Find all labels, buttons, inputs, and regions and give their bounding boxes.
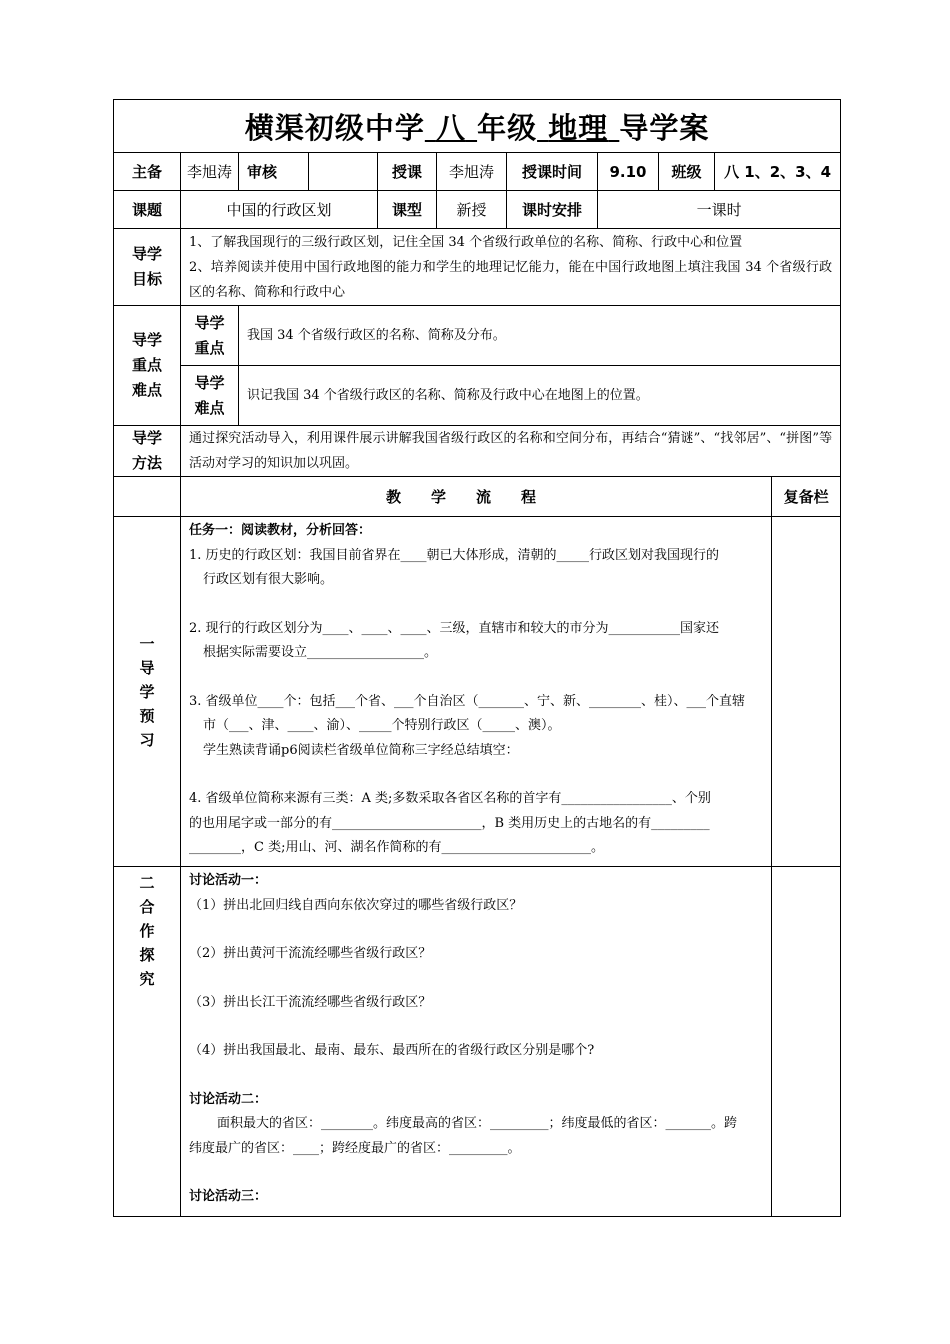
type-value: 新授 <box>437 191 507 229</box>
difficulty-text: 识记我国 34 个省级行政区的名称、简称及行政中心在地图上的位置。 <box>239 366 841 426</box>
title-grade-suffix: 年级 <box>477 110 538 145</box>
focus-label: 导学重点 <box>181 306 239 366</box>
section2-review <box>772 867 841 1217</box>
goals-text <box>181 229 841 306</box>
activity-1-q2: （2）拼出黄河干流流经哪些省级行政区？ <box>189 946 432 961</box>
goal-1: 1、了解我国现行的三级行政区划，记住全国 34 个省级行政单位的名称、简称、行政中心和位置 <box>189 234 743 250</box>
difficulty-label: 导学难点 <box>181 366 239 426</box>
method-text: 通过探究活动导入，利用课件展示讲解我国省级行政区的名称和空间分布，再结合“猜谜”、“找邻居”、“拼图”等活动对学习的知识加以巩固。 <box>181 426 841 477</box>
title-school: 横渠初级中学 <box>244 110 425 145</box>
method-label: 导学方法 <box>114 426 181 477</box>
title-grade: 八 <box>435 110 466 145</box>
question-1-cont: 行政区划有很大影响。 <box>203 572 334 587</box>
activity-3-heading: 讨论活动三： <box>189 1189 268 1204</box>
activity-2-line2: 纬度最广的省区：____；跨经度最广的省区：_________。 <box>189 1140 521 1156</box>
section2-label: 二合作探究 <box>114 867 181 1217</box>
section1-review <box>772 517 841 867</box>
question-3-note: 学生熟读背诵p6阅读栏省级单位简称三字经总结填空： <box>203 742 519 758</box>
question-3-cont: 市（___、津、____、渝）、_____个特别行政区（_____、澳）。 <box>203 718 561 733</box>
time-label: 授课时间 <box>507 153 598 191</box>
time-value: 9.10 <box>598 153 659 191</box>
question-1: 1. 历史的行政区划：我国目前省界在____朝已大体形成，清朝的_____行政区划对我国现行的 <box>189 547 720 563</box>
section2-body <box>181 867 772 1217</box>
task-heading: 任务一：阅读教材，分析回答： <box>189 523 372 538</box>
question-4-end: ________，C 类;用山、河、湖名作简称的有_______________________。 <box>189 840 604 855</box>
goals-label: 导学目标 <box>114 229 181 306</box>
key-label: 导学重点难点 <box>114 306 181 426</box>
activity-1-heading: 讨论活动一： <box>189 873 268 888</box>
class-label: 班级 <box>659 153 715 191</box>
hours-label: 课时安排 <box>507 191 598 229</box>
goal-2: 2、培养阅读并使用中国行政地图的能力和学生的地理记忆能力，能在中国行政地图上填注我国 34 个省级行政区的名称、简称和行政中心 <box>189 259 833 300</box>
class-value: 八 1、2、3、4 <box>715 153 841 191</box>
question-4-cont: 的也用尾字或一部分的有_______________________，B 类用历史上的古地名的有_________ <box>189 815 710 831</box>
shouke-value: 李旭涛 <box>437 153 507 191</box>
question-2-cont: 根据实际需要设立__________________。 <box>203 645 438 660</box>
activity-2-line1: 面积最大的省区：________。纬度最高的省区：_________；纬度最低的省区：_______。跨 <box>217 1116 738 1131</box>
zhubei-value: 李旭涛 <box>181 153 239 191</box>
zhubei-label: 主备 <box>114 153 181 191</box>
type-label: 课型 <box>378 191 437 229</box>
shenhe-value <box>309 153 378 191</box>
shenhe-label: 审核 <box>239 153 309 191</box>
page-title <box>114 100 841 153</box>
flow-title: 教学流程 <box>181 477 772 517</box>
topic-label: 课题 <box>114 191 181 229</box>
topic-value: 中国的行政区划 <box>181 191 378 229</box>
shouke-label: 授课 <box>378 153 437 191</box>
flow-blank <box>114 477 181 517</box>
activity-2-heading: 讨论活动二： <box>189 1091 268 1107</box>
question-2: 2. 现行的行政区划分为____、____、____、三级，直辖市和较大的市分为___________国家还 <box>189 620 720 636</box>
activity-1-q4: （4）拼出我国最北、最南、最东、最西所在的省级行政区分别是哪个? <box>189 1043 595 1058</box>
title-subject: 地理 <box>548 110 609 145</box>
focus-text: 我国 34 个省级行政区的名称、简称及分布。 <box>239 306 841 366</box>
question-4: 4. 省级单位简称来源有三类：A 类;多数采取各省区名称的首字有_________________、个别 <box>189 791 711 806</box>
title-doc: 导学案 <box>619 110 710 145</box>
section1-label: 一导学预习 <box>114 517 181 867</box>
hours-value: 一课时 <box>598 191 841 229</box>
section1-body <box>181 517 772 867</box>
worksheet <box>113 99 840 1217</box>
activity-1-q1: （1）拼出北回归线自西向东依次穿过的哪些省级行政区？ <box>189 897 523 913</box>
question-3: 3. 省级单位____个：包括___个省、___个自治区（_______、宁、新、________、桂）、___个直辖 <box>189 693 746 709</box>
review-column-title: 复备栏 <box>772 477 841 517</box>
worksheet-table <box>113 99 841 1217</box>
activity-1-q3: （3）拼出长江干流流经哪些省级行政区？ <box>189 994 432 1010</box>
